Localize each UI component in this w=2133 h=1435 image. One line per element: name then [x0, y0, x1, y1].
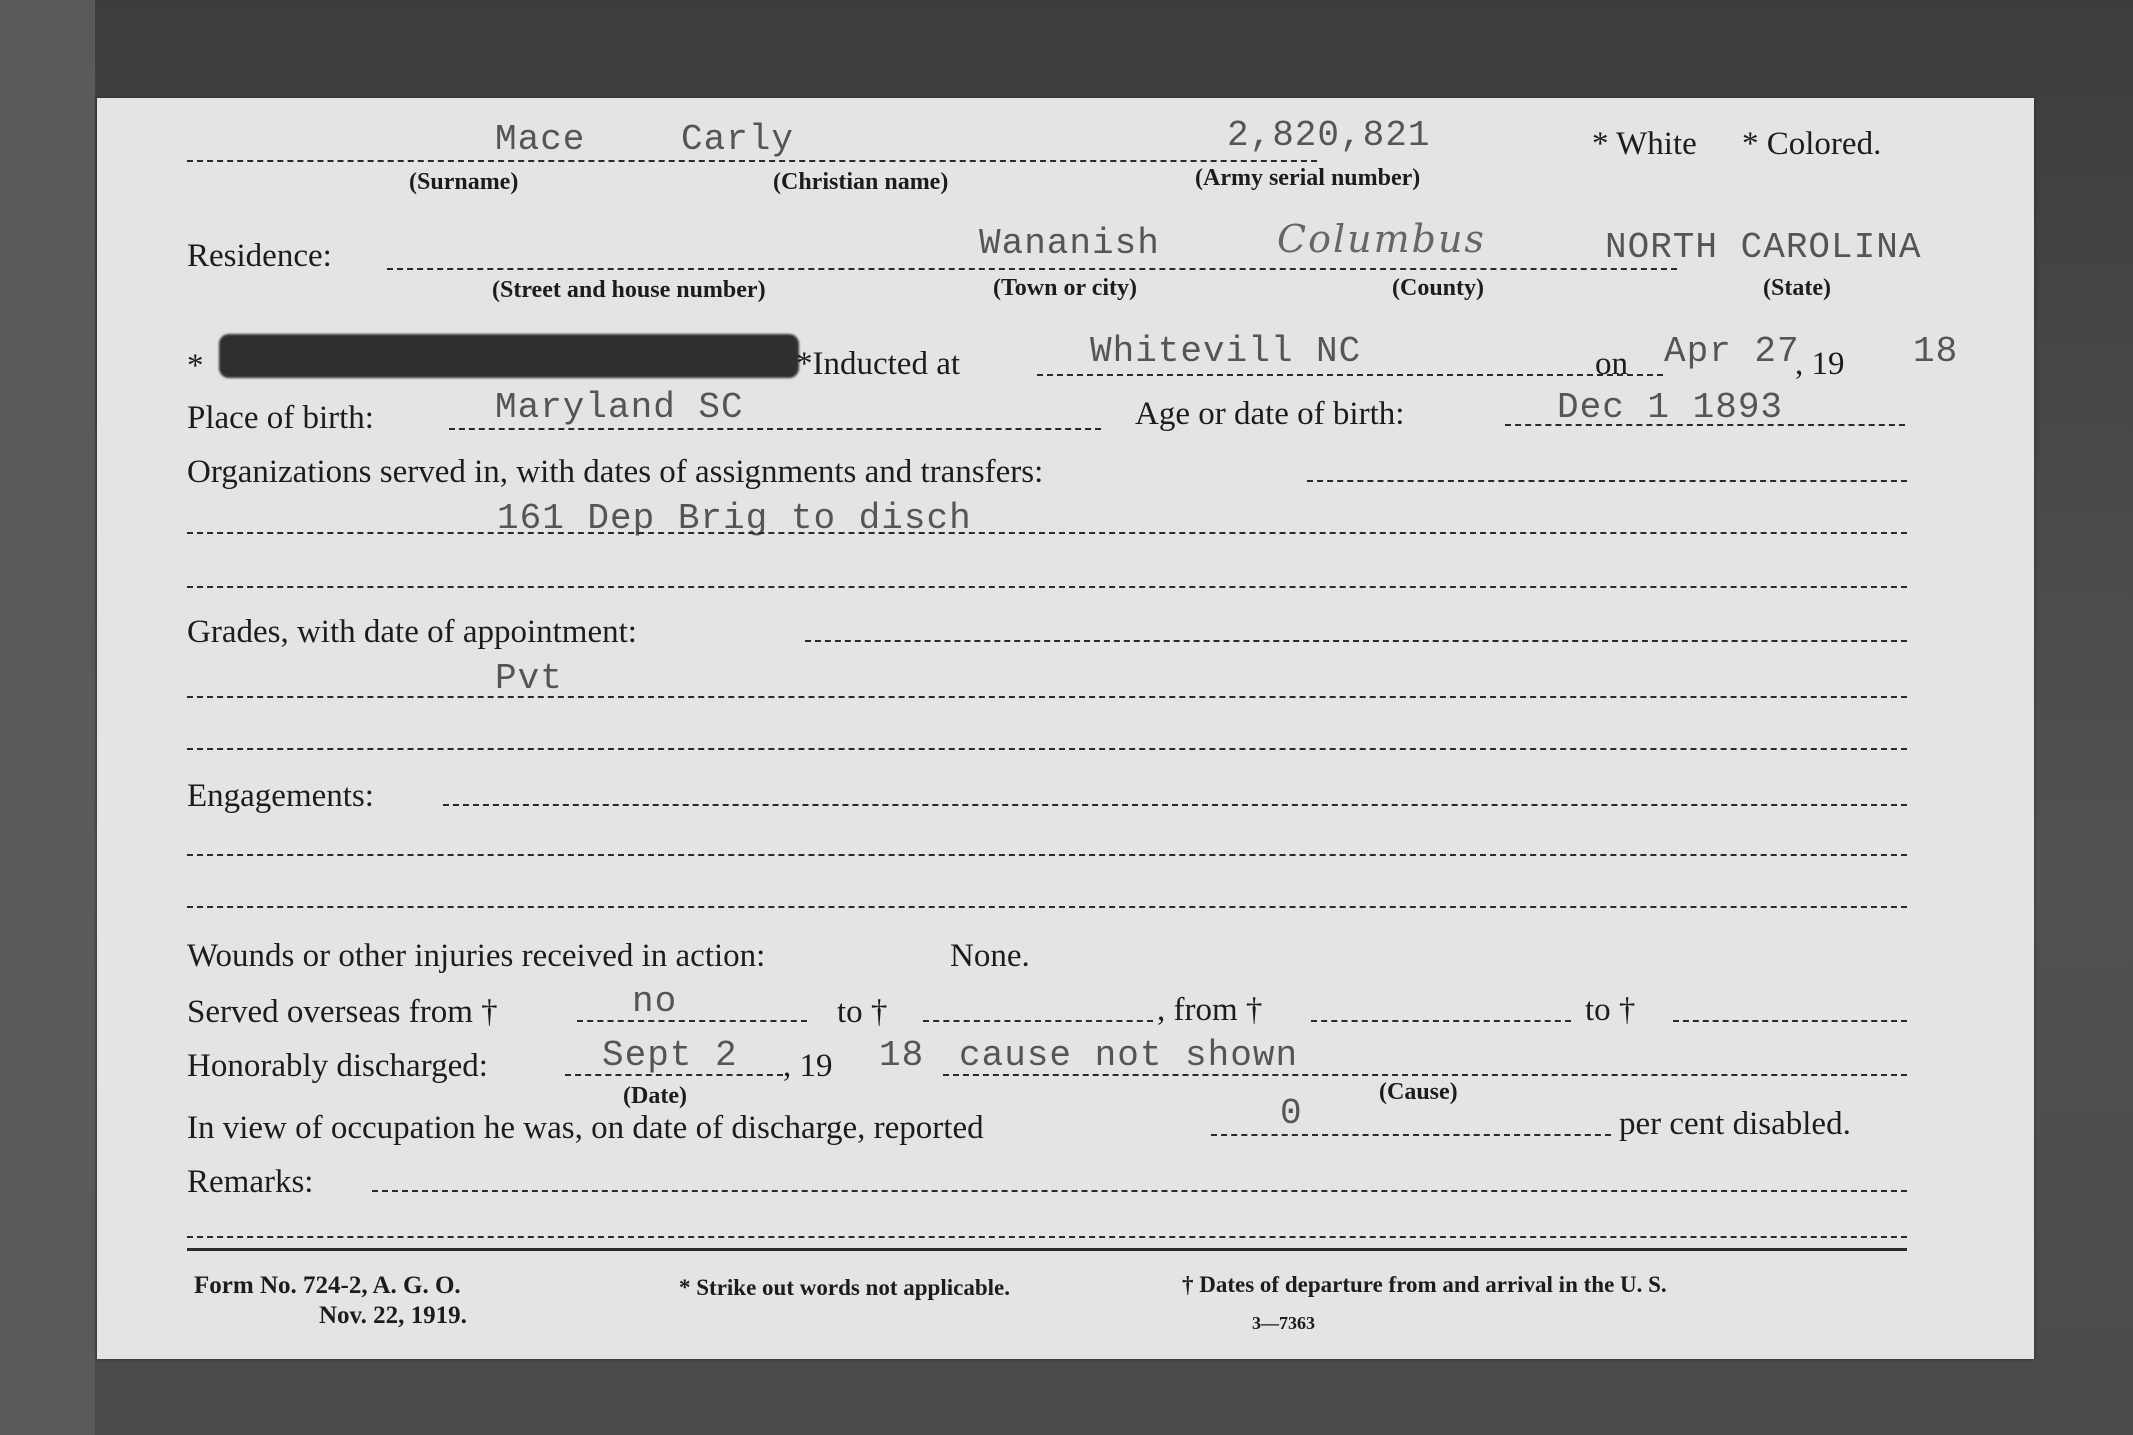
residence-town-value: Wananish — [979, 223, 1160, 264]
race-white-label: * White — [1592, 126, 1697, 162]
surname-caption: (Surname) — [409, 169, 519, 195]
induction-year-value: 18 — [1913, 331, 1959, 372]
discharge-year-value: 18 — [879, 1035, 925, 1076]
disability-label: In view of occupation he was, on date of discharge, reported — [187, 1110, 984, 1146]
discharge-cause-caption: (Cause) — [1379, 1079, 1458, 1105]
disability-suffix: per cent disabled. — [1619, 1106, 1851, 1142]
overseas-to-2-line — [1673, 1020, 1907, 1022]
place-of-birth-value: Maryland SC — [495, 387, 744, 428]
overseas-to-2-label: to † — [1585, 992, 1636, 1028]
overseas-from-line — [577, 1020, 807, 1022]
town-caption: (Town or city) — [993, 275, 1137, 301]
serial-number-caption: (Army serial number) — [1195, 165, 1421, 191]
grades-line-3 — [187, 748, 1907, 750]
overseas-from-2-label: , from † — [1157, 992, 1263, 1028]
name-line — [187, 160, 1317, 162]
grades-line-1 — [805, 640, 1907, 642]
induction-date-value: Apr 27 — [1664, 331, 1800, 372]
serial-number-value: 2,820,821 — [1227, 115, 1431, 156]
dates-note: † Dates of departure from and arrival in the U. S. — [1182, 1272, 1667, 1297]
overseas-to-label: to † — [837, 994, 888, 1030]
grades-label: Grades, with date of appointment: — [187, 614, 637, 650]
inducted-at-line — [1037, 374, 1663, 376]
wounds-label: Wounds or other injuries received in action: — [187, 938, 766, 974]
footer-rule — [187, 1248, 1907, 1251]
form-date: Nov. 22, 1919. — [319, 1302, 467, 1329]
date-of-birth-value: Dec 1 1893 — [1557, 387, 1784, 428]
overseas-from-value: no — [632, 981, 678, 1022]
form-number: Form No. 724-2, A. G. O. — [194, 1272, 461, 1299]
organizations-line-2 — [187, 532, 1907, 534]
place-of-birth-label: Place of birth: — [187, 400, 374, 436]
residence-state-value: NORTH CAROLINA — [1605, 227, 1922, 268]
remarks-label: Remarks: — [187, 1164, 314, 1200]
print-code: 3—7363 — [1252, 1313, 1315, 1333]
date-of-birth-label: Age or date of birth: — [1135, 396, 1405, 432]
organizations-line-3 — [187, 586, 1907, 588]
induction-on-label: on — [1595, 346, 1628, 382]
disability-line — [1211, 1134, 1611, 1136]
residence-line — [387, 268, 1677, 270]
overseas-from-label: Served overseas from † — [187, 994, 498, 1030]
county-caption: (County) — [1392, 275, 1485, 301]
street-caption: (Street and house number) — [492, 277, 766, 303]
induction-year-prefix: , 19 — [1795, 346, 1845, 382]
service-record-card — [97, 98, 2034, 1359]
discharge-cause-value: cause not shown — [959, 1035, 1299, 1076]
race-colored-label: * Colored. — [1742, 126, 1882, 162]
engagements-line-3 — [187, 906, 1907, 908]
strike-out-mark — [219, 334, 799, 378]
christian-name-caption: (Christian name) — [773, 169, 949, 195]
overseas-from-2-line — [1311, 1020, 1571, 1022]
wounds-value: None. — [950, 938, 1030, 974]
residence-county-value: Columbus — [1277, 217, 1486, 261]
discharge-year-prefix: , 19 — [783, 1048, 833, 1084]
remarks-line-1 — [372, 1190, 1907, 1192]
strike-out-note: * Strike out words not applicable. — [679, 1275, 1010, 1300]
discharge-label: Honorably discharged: — [187, 1048, 488, 1084]
inducted-place-value: Whitevill NC — [1090, 331, 1362, 372]
residence-label: Residence: — [187, 238, 332, 274]
discharge-date-value: Sept 2 — [602, 1035, 738, 1076]
remarks-line-2 — [187, 1236, 1907, 1238]
enlisted-asterisk: * — [187, 348, 204, 384]
grades-line-2 — [187, 696, 1907, 698]
organizations-line-1 — [1307, 480, 1907, 482]
organizations-value: 161 Dep Brig to disch — [497, 498, 972, 539]
place-of-birth-line — [449, 428, 1101, 430]
engagements-line-2 — [187, 854, 1907, 856]
engagements-label: Engagements: — [187, 778, 374, 814]
grades-value: Pvt — [495, 658, 563, 699]
engagements-line-1 — [443, 804, 1907, 806]
disability-value: 0 — [1280, 1093, 1303, 1134]
christian-name-value: Carly — [681, 119, 795, 160]
organizations-label: Organizations served in, with dates of assignments and transfers: — [187, 454, 1044, 490]
surname-value: Mace — [495, 119, 586, 160]
discharge-date-caption: (Date) — [623, 1083, 687, 1109]
overseas-to-line — [923, 1020, 1153, 1022]
background-left-strip — [0, 0, 95, 1435]
state-caption: (State) — [1763, 275, 1831, 301]
inducted-at-label: *Inducted at — [796, 346, 961, 382]
